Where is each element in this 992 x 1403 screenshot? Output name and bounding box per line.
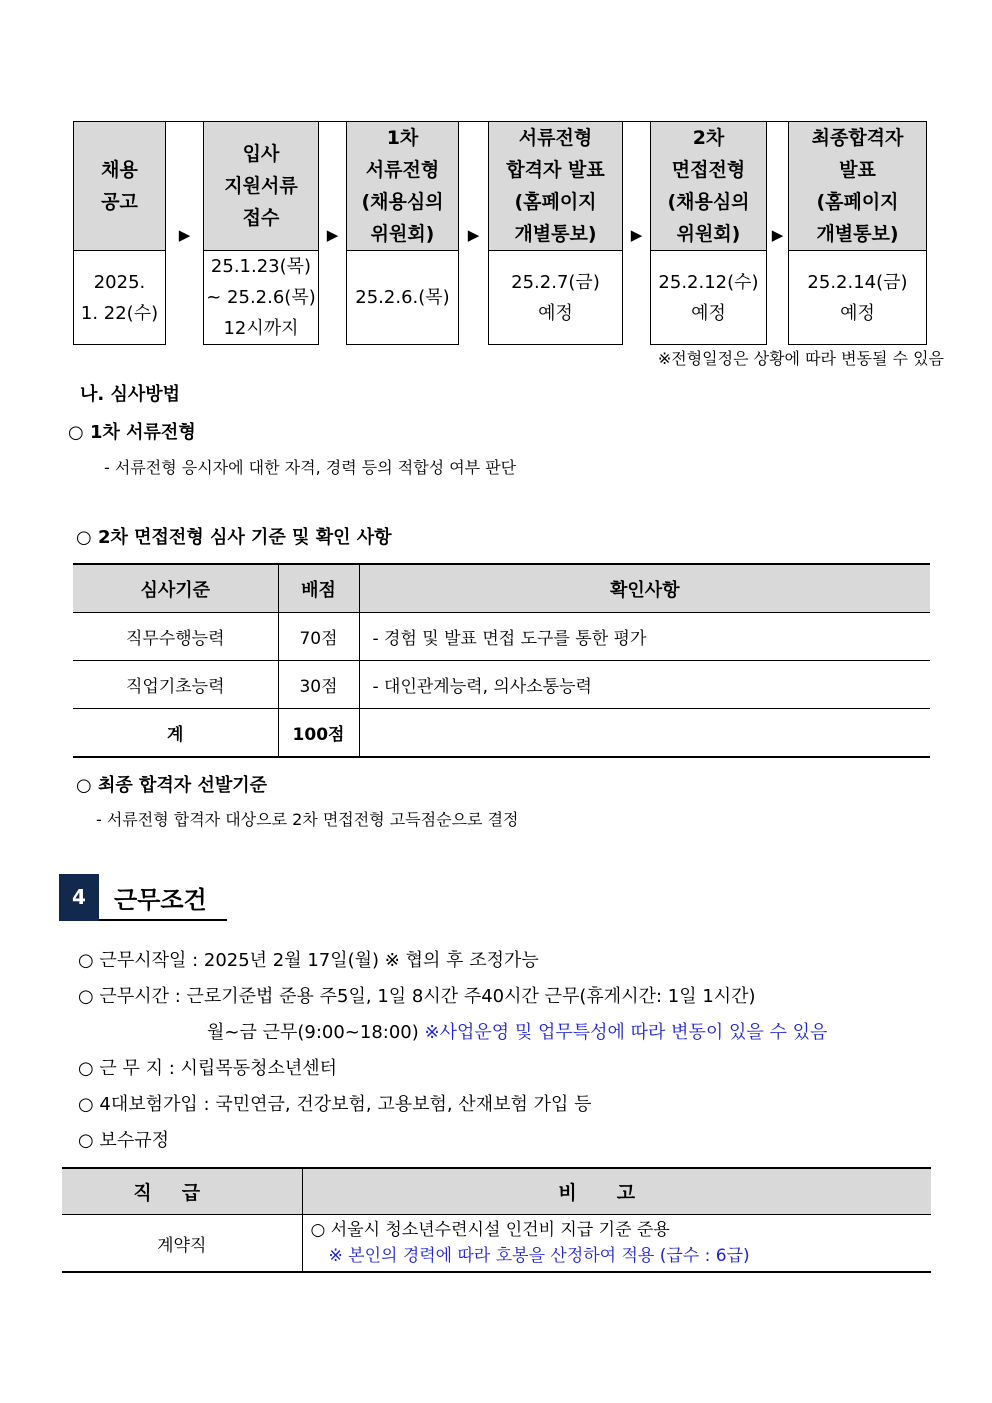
section-4-heading: [59, 874, 227, 921]
schedule-header-5: 2차 면접전형 (채용심의 위원회): [651, 122, 767, 251]
schedule-note: ※전형일정은 상황에 따라 변동될 수 있음: [657, 349, 944, 368]
schedule-value-5: 25.2.12(수) 예정: [651, 251, 767, 345]
work-hours-sub: 월~금 근무(9:00~18:00) ※사업운영 및 업무특성에 따라 변동이 있을 수 있음: [207, 1022, 828, 1043]
schedule-header-3: 1차 서류전형 (채용심의 위원회): [347, 122, 459, 251]
pay-header-note: 비고: [302, 1168, 931, 1215]
work-start-date: ○ 근무시작일 : 2025년 2월 17일(월) ※ 협의 후 조정가능: [78, 950, 539, 971]
final-selection-title: ○ 최종 합격자 선발기준: [76, 775, 267, 796]
pay-grade: 계약직: [62, 1215, 302, 1273]
method-heading: 나. 심사방법: [80, 384, 181, 405]
section-title: 근무조건: [114, 886, 207, 914]
schedule-value-6: 25.2.14(금) 예정: [789, 251, 927, 345]
table-row: [62, 1168, 931, 1215]
schedule-table: [73, 121, 926, 339]
schedule-value-2: 25.1.23(목) ~ 25.2.6(목) 12시까지: [204, 251, 319, 345]
final-selection-desc: - 서류전형 합격자 대상으로 2차 면접전형 고득점순으로 결정: [96, 810, 519, 829]
arrow-icon: ▶: [623, 122, 651, 345]
arrow-icon: ▶: [767, 122, 789, 345]
schedule-value-1: 2025. 1. 22(수): [74, 251, 166, 345]
table-row: 심사기준 배점 확인사항: [73, 564, 930, 613]
insurance: ○ 4대보험가입 : 국민연금, 건강보험, 고용보험, 산재보험 가입 등: [78, 1094, 592, 1115]
schedule-header-4: 서류전형 합격자 발표 (홈페이지 개별통보): [489, 122, 623, 251]
table-row: 직업기초능력 30점 - 대인관계능력, 의사소통능력: [73, 661, 930, 709]
schedule-header-6: 최종합격자 발표 (홈페이지 개별통보): [789, 122, 927, 251]
work-hours: ○ 근무시간 : 근로기준법 준용 주5일, 1일 8시간 주40시간 근무(휴게시간: 1일 1시간): [78, 986, 756, 1007]
pay-rules: ○ 보수규정: [78, 1130, 169, 1151]
section-number: 4: [59, 874, 99, 921]
second-screening-title: ○ 2차 면접전형 심사 기준 및 확인 사항: [76, 527, 392, 548]
first-screening-title: ○ 1차 서류전형: [68, 422, 196, 443]
first-screening-desc: - 서류전형 응시자에 대한 자격, 경력 등의 적합성 여부 판단: [104, 458, 517, 477]
arrow-icon: ▶: [459, 122, 489, 345]
schedule-value-3: 25.2.6.(목): [347, 251, 459, 345]
table-row: 직무수행능력 70점 - 경험 및 발표 면접 도구를 통한 평가: [73, 613, 930, 661]
section-underline: [99, 919, 227, 921]
work-hours-note: ※사업운영 및 업무특성에 따라 변동이 있을 수 있음: [424, 1022, 828, 1043]
work-place: ○ 근 무 지 : 시립목동청소년센터: [78, 1058, 338, 1079]
pay-header-grade: 직급: [62, 1168, 302, 1215]
schedule-header-2: 입사 지원서류 접수: [204, 122, 319, 251]
arrow-icon: ▶: [166, 122, 204, 345]
pay-note: ○ 서울시 청소년수련시설 인건비 지급 기준 준용 ※ 본인의 경력에 따라 호봉을 산정하여 적용 (급수 : 6급): [302, 1215, 931, 1273]
table-row: 계 100점: [73, 709, 930, 758]
evaluation-table: [73, 563, 930, 758]
arrow-icon: ▶: [319, 122, 347, 345]
pay-table: [62, 1167, 931, 1273]
schedule-header-1: 채용 공고: [74, 122, 166, 251]
schedule-value-4: 25.2.7(금) 예정: [489, 251, 623, 345]
table-row: [62, 1215, 931, 1273]
